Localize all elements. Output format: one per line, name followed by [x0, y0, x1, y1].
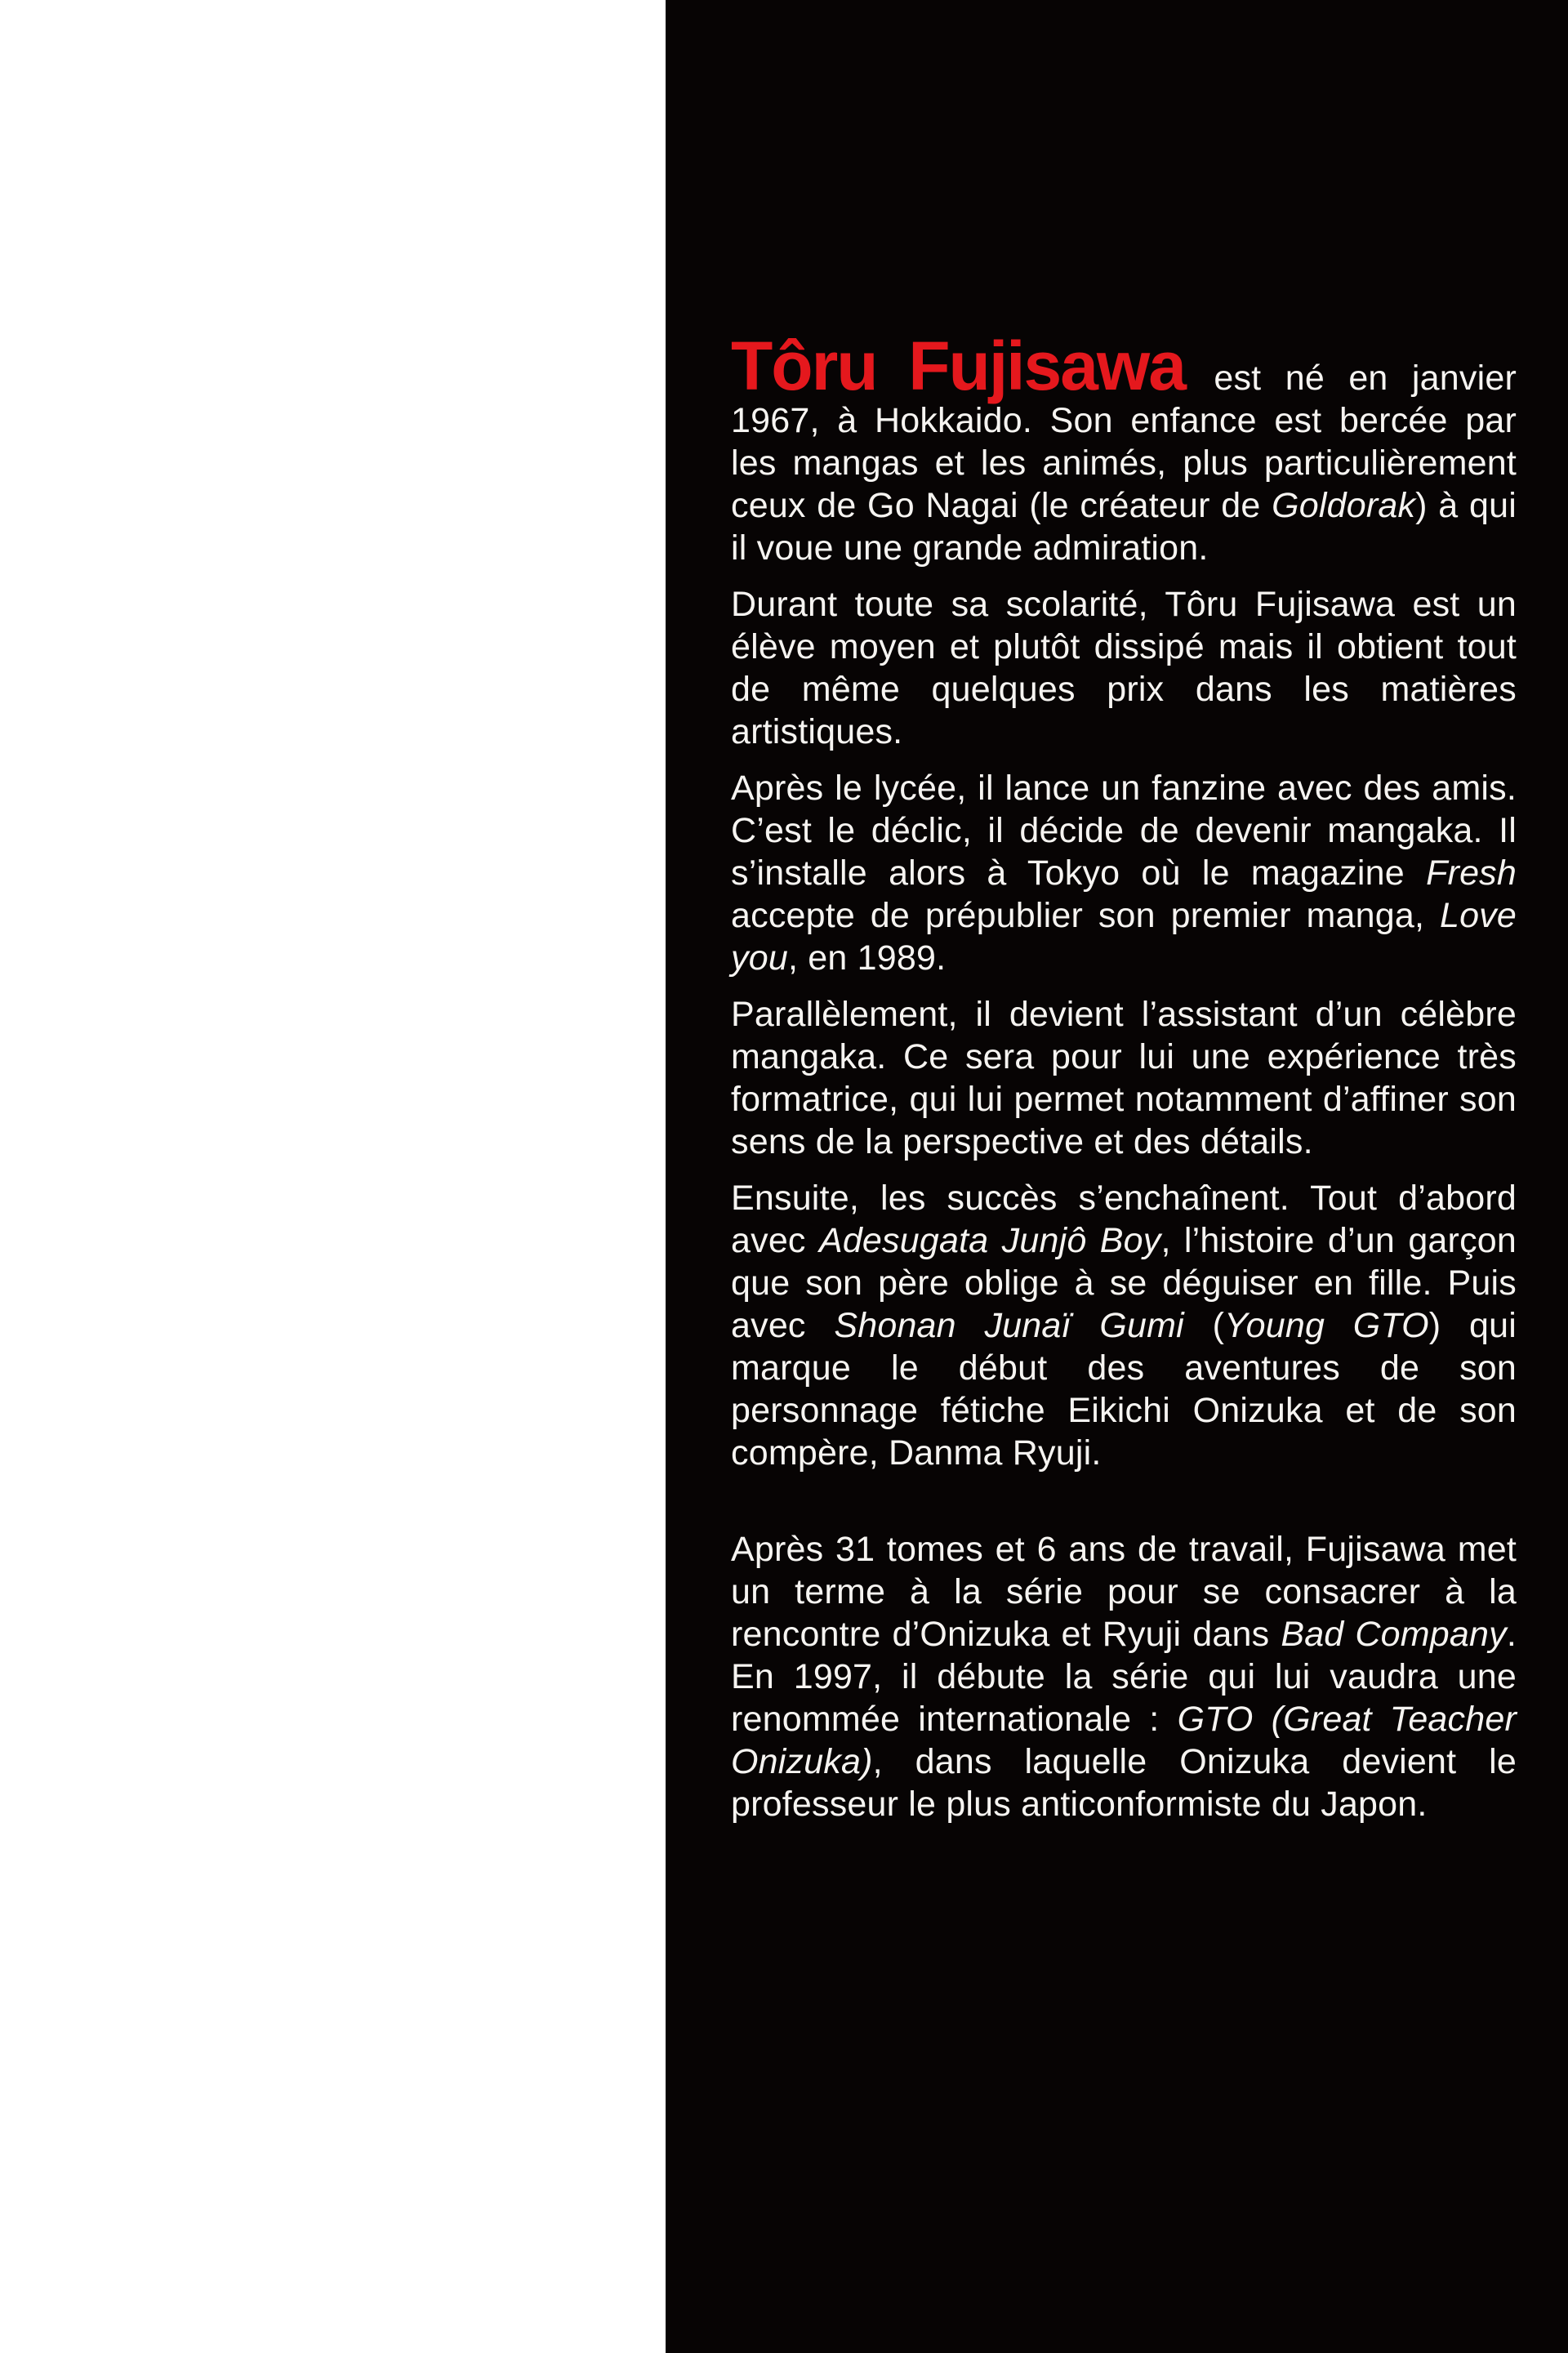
bio-text-segment: Ensuite, les succès s’enchaînent. Tout d’abord avec — [731, 1179, 1517, 1260]
bio-text-segment: Adesugata Junjô Boy — [818, 1221, 1161, 1260]
bio-text-segment: ) à qui il voue une grande admiration. — [731, 486, 1517, 568]
bio-text-segment: , l’histoire d’un garçon que son père oblige à se déguiser en fille. Puis avec — [731, 1221, 1517, 1345]
bio-text-segment: Parallèlement, il devient l’assistant d’un célèbre mangaka. Ce sera pour lui une expérience très formatrice, qui lui permet notamment d’affiner son sens de la perspective et des détails. — [731, 995, 1517, 1161]
author-name-heading: Tôru Fujisawa — [731, 328, 1185, 404]
bio-text-segment: Goldorak — [1272, 486, 1416, 525]
bio-text-segment: Durant toute sa scolarité, Tôru Fujisawa est un élève moyen et plutôt dissipé mais il obtient tout de même quelques prix dans les matières artistiques. — [731, 585, 1517, 751]
bio-text-segment: Young GTO — [1224, 1306, 1429, 1345]
bio-text-segment: Après 31 tomes et 6 ans de travail, Fujisawa met un terme à la série pour se consacrer à la rencontre d’Onizuka et Ryuji dans — [731, 1530, 1517, 1654]
bio-paragraph-5 — [731, 1177, 1517, 1474]
bio-paragraph-2 — [731, 583, 1517, 753]
bio-text-segment: . En 1997, il débute la série qui lui vaudra une renommée internationale : — [731, 1615, 1517, 1739]
bio-paragraph-1 — [731, 328, 1517, 569]
bio-text-segment: ( — [1183, 1306, 1225, 1345]
right-page — [666, 0, 1568, 2353]
left-page-blank — [0, 0, 666, 2353]
bio-text-segment: Fresh — [1426, 853, 1517, 893]
bio-paragraph-3 — [731, 767, 1517, 979]
bio-text-segment: Love you — [731, 896, 1517, 978]
bio-text-segment: GTO (Great Teacher Onizuka) — [731, 1700, 1517, 1781]
bio-text-segment: Bad Company — [1281, 1615, 1507, 1654]
biography-text — [731, 328, 1517, 1825]
bio-text-segment: ) qui marque le début des aventures de son personnage fétiche Eikichi Onizuka et de son compère, Danma Ryuji. — [731, 1306, 1517, 1473]
bio-paragraph-6 — [731, 1528, 1517, 1825]
bio-text-segment: est né en janvier 1967, à Hokkaido. Son enfance est bercée par les mangas et les animés, plus particulièrement ceux de Go Nagai (le créateur de — [731, 359, 1517, 525]
bio-paragraph-4 — [731, 993, 1517, 1163]
bio-text-segment: , dans laquelle Onizuka devient le professeur le plus anticonformiste du Japon. — [731, 1742, 1517, 1824]
bio-text-segment: Après le lycée, il lance un fanzine avec des amis. C’est le déclic, il décide de devenir mangaka. Il s’installe alors à Tokyo où le magazine — [731, 769, 1517, 893]
bio-text-segment: , en 1989. — [787, 938, 947, 978]
bio-text-segment: Shonan Junaï Gumi — [834, 1306, 1184, 1345]
bio-text-segment: accepte de prépublier son premier manga, — [731, 896, 1440, 935]
